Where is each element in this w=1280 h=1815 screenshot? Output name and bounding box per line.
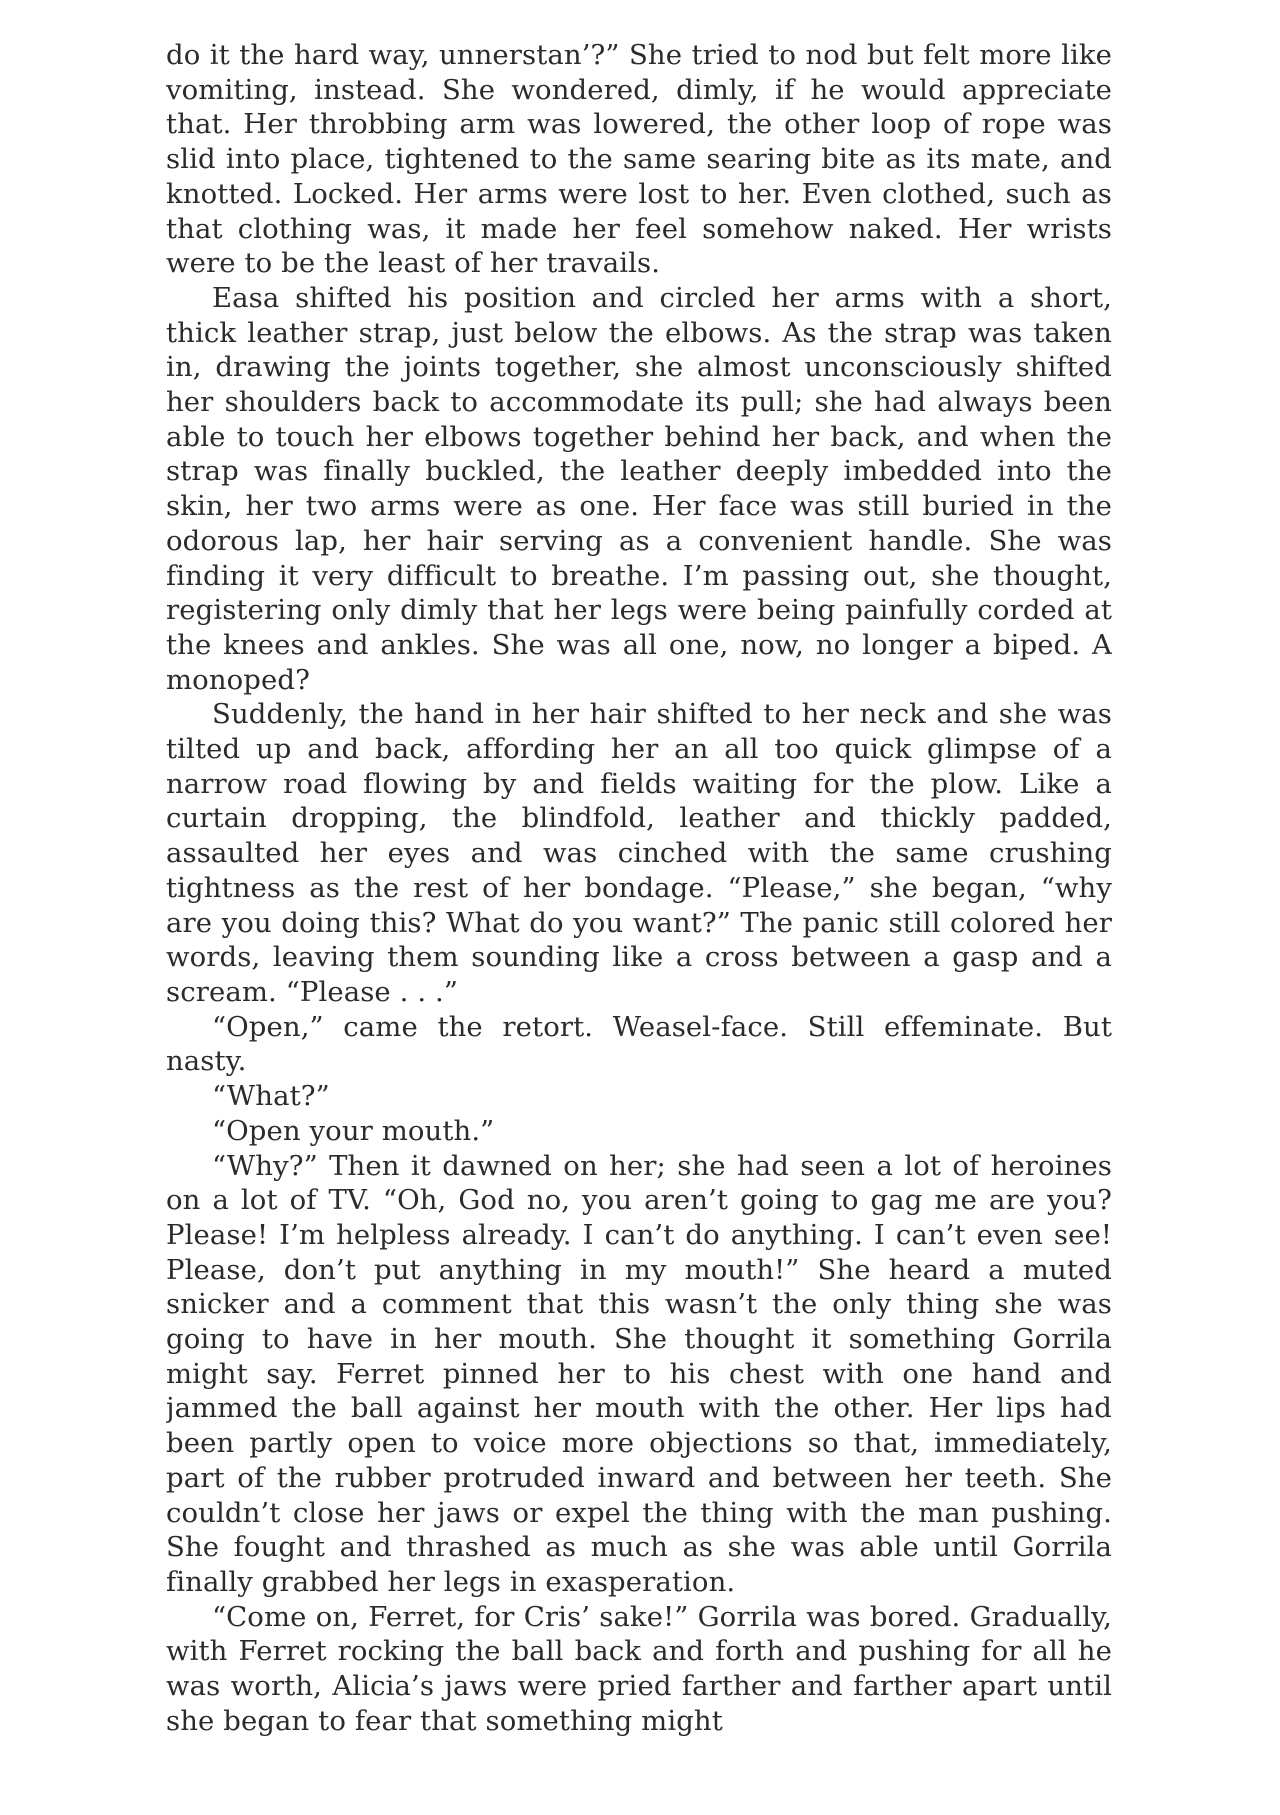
paragraph-1: do it the hard way, unnerstan’?” She tried to nod but felt more like vomiting, instead. She wondered, dimly, if he would appreciate that. Her throbbing arm was lowered, the other loop of rope was slid into place, tightened to the same searing bite as its mate, and knotted. Locked. Her arms were lost to her. Even clothed, such as that clothing was, it made her feel somehow naked. Her wrists were to be the least of her travails. (166, 39, 1112, 280)
paragraph-7: “Why?” Then it dawned on her; she had seen a lot of heroines on a lot of TV. “Oh, God no, you aren’t going to gag me are you? Please! I’m helpless already. I can’t do anything. I can’t even see! Please, don’t put anything in my mouth!” She heard a muted snicker and a comment that this wasn’t the only thing she was going to have in her mouth. She thought it something Gorrila might say. Ferret pinned her to his chest with one hand and jammed the ball against her mouth with the other. Her lips had been partly open to voice more objections so that, immediately, part of the rubber protruded inward and between her teeth. She couldn’t close her jaws or expel the thing with the man pushing. She fought and thrashed as much as she was able until Gorrila finally grabbed her legs in exasperation. (166, 1149, 1112, 1598)
paragraph-4: “Open,” came the retort. Weasel-face. Still effeminate. But nasty. (166, 1010, 1112, 1078)
paragraph-8: “Come on, Ferret, for Cris’ sake!” Gorrila was bored. Gradually, with Ferret rocking the ball back and forth and pushing for all he was worth, Alicia’s jaws were pried farther and farther apart until she began to fear that something might (166, 1600, 1112, 1737)
book-page-text (166, 38, 1112, 1778)
paragraph-2: Easa shifted his position and circled her arms with a short, thick leather strap, just below the elbows. As the strap was taken in, drawing the joints together, she almost unconsciously shifted her shoulders back to accommodate its pull; she had always been able to touch her elbows together behind her back, and when the strap was finally buckled, the leather deeply imbedded into the skin, her two arms were as one. Her face was still buried in the odorous lap, her hair serving as a convenient handle. She was finding it very difficult to breathe. I’m passing out, she thought, registering only dimly that her legs were being painfully corded at the knees and ankles. She was all one, now, no longer a biped. A monoped? (166, 281, 1112, 696)
paragraph-5: “What?” (212, 1080, 330, 1113)
paragraph-3: Suddenly, the hand in her hair shifted to her neck and she was tilted up and back, affording her an all too quick glimpse of a narrow road flowing by and fields waiting for the plow. Like a curtain dropping, the blindfold, leather and thickly padded, assaulted her eyes and was cinched with the same crushing tightness as the rest of her bondage. “Please,” she began, “why are you doing this? What do you want?” The panic still colored her words, leaving them sounding like a cross between a gasp and a scream. “Please . . .” (166, 698, 1112, 1008)
paragraph-6: “Open your mouth.” (212, 1114, 495, 1147)
